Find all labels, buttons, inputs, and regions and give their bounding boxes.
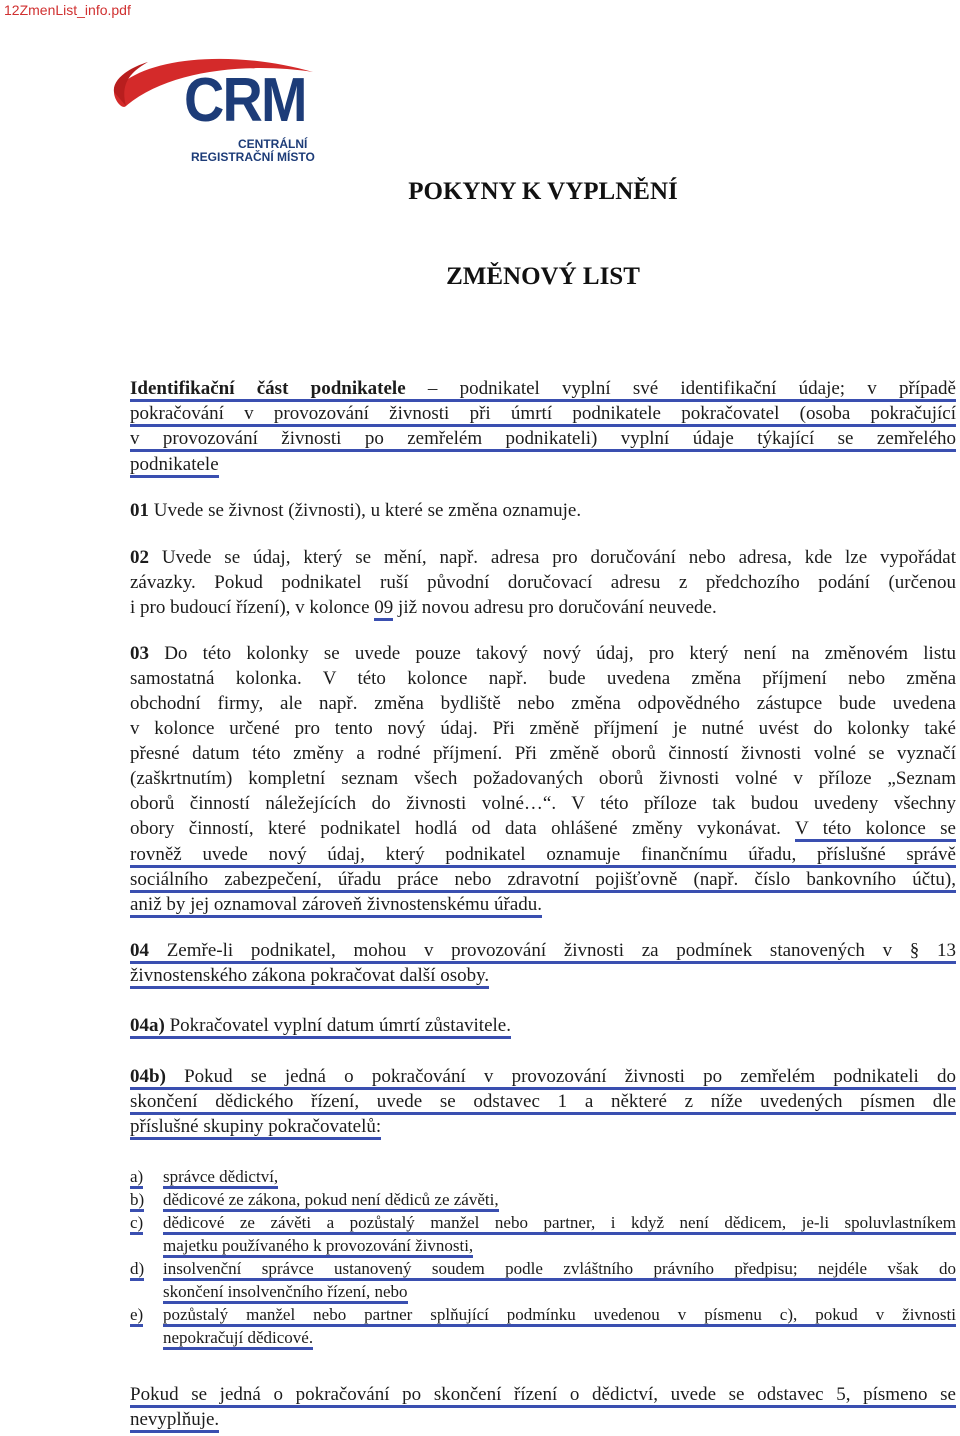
section-03-line-8: obory činností, které podnikatel hodlá od data ohlášené změny vykonávat. V této kolonce se <box>130 816 956 841</box>
logo-line2: REGISTRAČNÍ MÍSTO <box>191 150 315 164</box>
section-02-line-2: závazky. Pokud podnikatel ruší původní doručovací adresu z předchozího podání (určenou <box>130 572 956 593</box>
list-item-d-line-1: insolvenční správce ustanovený soudem podle zvláštního právního předpisu; nejdéle však do <box>163 1257 956 1280</box>
list-item-b-letter: b) <box>130 1188 144 1211</box>
sub-title: ZMĚNOVÝ LIST <box>446 263 640 290</box>
section-03-line-2: samostatná kolonka. V této kolonce např. bude uvedena změna příjmení nebo změna <box>130 668 956 689</box>
list-item-e-letter: e) <box>130 1303 143 1326</box>
list-item-c-letter: c) <box>130 1211 143 1234</box>
list-item-e-line-2: nepokračují dědicové. <box>163 1326 956 1349</box>
section-03-line-6: (zaškrtnutím) kompletní seznam všech požadovaných oborů živnosti volné v příloze „Seznam <box>130 768 956 789</box>
section-02-line-3: i pro budoucí řízení), v kolonce 09 již novou adresu pro doručování neuvede. <box>130 595 956 620</box>
section-03-line-7: oborů činností náležejících do živnosti volné…“. V této příloze tak budou uvedeny všechny <box>130 793 956 814</box>
list-item-a-letter: a) <box>130 1165 143 1188</box>
list-item-e-line-1: pozůstalý manžel nebo partner splňující podmínku uvedenou v písmenu c), pokud v živnosti <box>163 1303 956 1326</box>
section-04-line-2: živnostenského zákona pokračovat další osoby. <box>130 963 956 988</box>
section-03-line-3: obchodní firmy, ale např. změna bydliště nebo změna odpovědného zástupce bude uvedena <box>130 693 956 714</box>
section-01: 01 Uvede se živnost (živnosti), u které se změna oznamuje. <box>130 500 582 521</box>
crm-logo <box>108 50 318 165</box>
intro-line-2: pokračování v provozování živnosti při úmrtí podnikatele pokračovatel (osoba pokračující <box>130 401 956 426</box>
list-item-b: dědicové ze zákona, pokud není dědiců ze závěti, <box>163 1188 956 1211</box>
intro-line-4: podnikatele <box>130 452 956 477</box>
section-04a: 04a) Pokračovatel vyplní datum úmrtí zůstavitele. <box>130 1013 956 1038</box>
list-item-a: správce dědictví, <box>163 1165 956 1188</box>
section-04b-line-1: 04b) Pokud se jedná o pokračování v provozování živnosti po zemřelém podnikateli do <box>130 1064 956 1089</box>
section-03-line-4: v kolonce určené pro tento nový údaj. Při změně příjmení je nutné uvést do kolonky také <box>130 718 956 739</box>
intro-line-1: Identifikační část podnikatele – podnikatel vyplní své identifikační údaje; v případě <box>130 376 956 401</box>
logo-line1: CENTRÁLNÍ <box>238 137 308 151</box>
section-03-line-11: aniž by jej oznamoval zároveň živnostenskému úřadu. <box>130 892 956 917</box>
section-03-line-1: 03 Do této kolonky se uvede pouze takový nový údaj, pro který není na změnovém listu <box>130 643 956 664</box>
main-title: POKYNY K VYPLNĚNÍ <box>408 178 678 205</box>
section-03-line-10: sociálního zabezpečení, úřadu práce nebo zdravotní pojišťovně (např. číslo bankovního účtu), <box>130 867 956 892</box>
section-04b-line-3: příslušné skupiny pokračovatelů: <box>130 1114 956 1139</box>
closing-line-1: Pokud se jedná o pokračování po skončení řízení o dědictví, uvede se odstavec 5, písmeno se <box>130 1382 956 1407</box>
intro-line-3: v provozování živnosti po zemřelém podnikateli) vyplní údaje týkající se zemřelého <box>130 426 956 451</box>
logo-abbr: CRM <box>184 66 306 135</box>
section-02-line-1: 02 Uvede se údaj, který se mění, např. adresa pro doručování nebo adresa, kde lze vypořádat <box>130 547 956 568</box>
closing-line-2: nevyplňuje. <box>130 1407 956 1432</box>
section-03-line-9: rovněž uvede nový údaj, který podnikatel oznamuje finančnímu úřadu, příslušné správě <box>130 842 956 867</box>
section-04-line-1: 04 Zemře-li podnikatel, mohou v provozování živnosti za podmínek stanovených v § 13 <box>130 938 956 963</box>
file-name: 12ZmenList_info.pdf <box>4 2 131 18</box>
list-item-c-line-1: dědicové ze závěti a pozůstalý manžel nebo partner, i když není dědicem, je-li spoluvlastníkem <box>163 1211 956 1234</box>
section-03-line-5: přesné datum této změny a rodné příjmení. Při změně oborů činností živnosti volné se vyznačí <box>130 743 956 764</box>
list-item-c-line-2: majetku používaného k provozování živnosti, <box>163 1234 956 1257</box>
list-item-d-line-2: skončení insolvenčního řízení, nebo <box>163 1280 956 1303</box>
list-item-d-letter: d) <box>130 1257 144 1280</box>
section-04b-line-2: skončení dědického řízení, uvede se odstavec 1 a některé z níže uvedených písmen dle <box>130 1089 956 1114</box>
